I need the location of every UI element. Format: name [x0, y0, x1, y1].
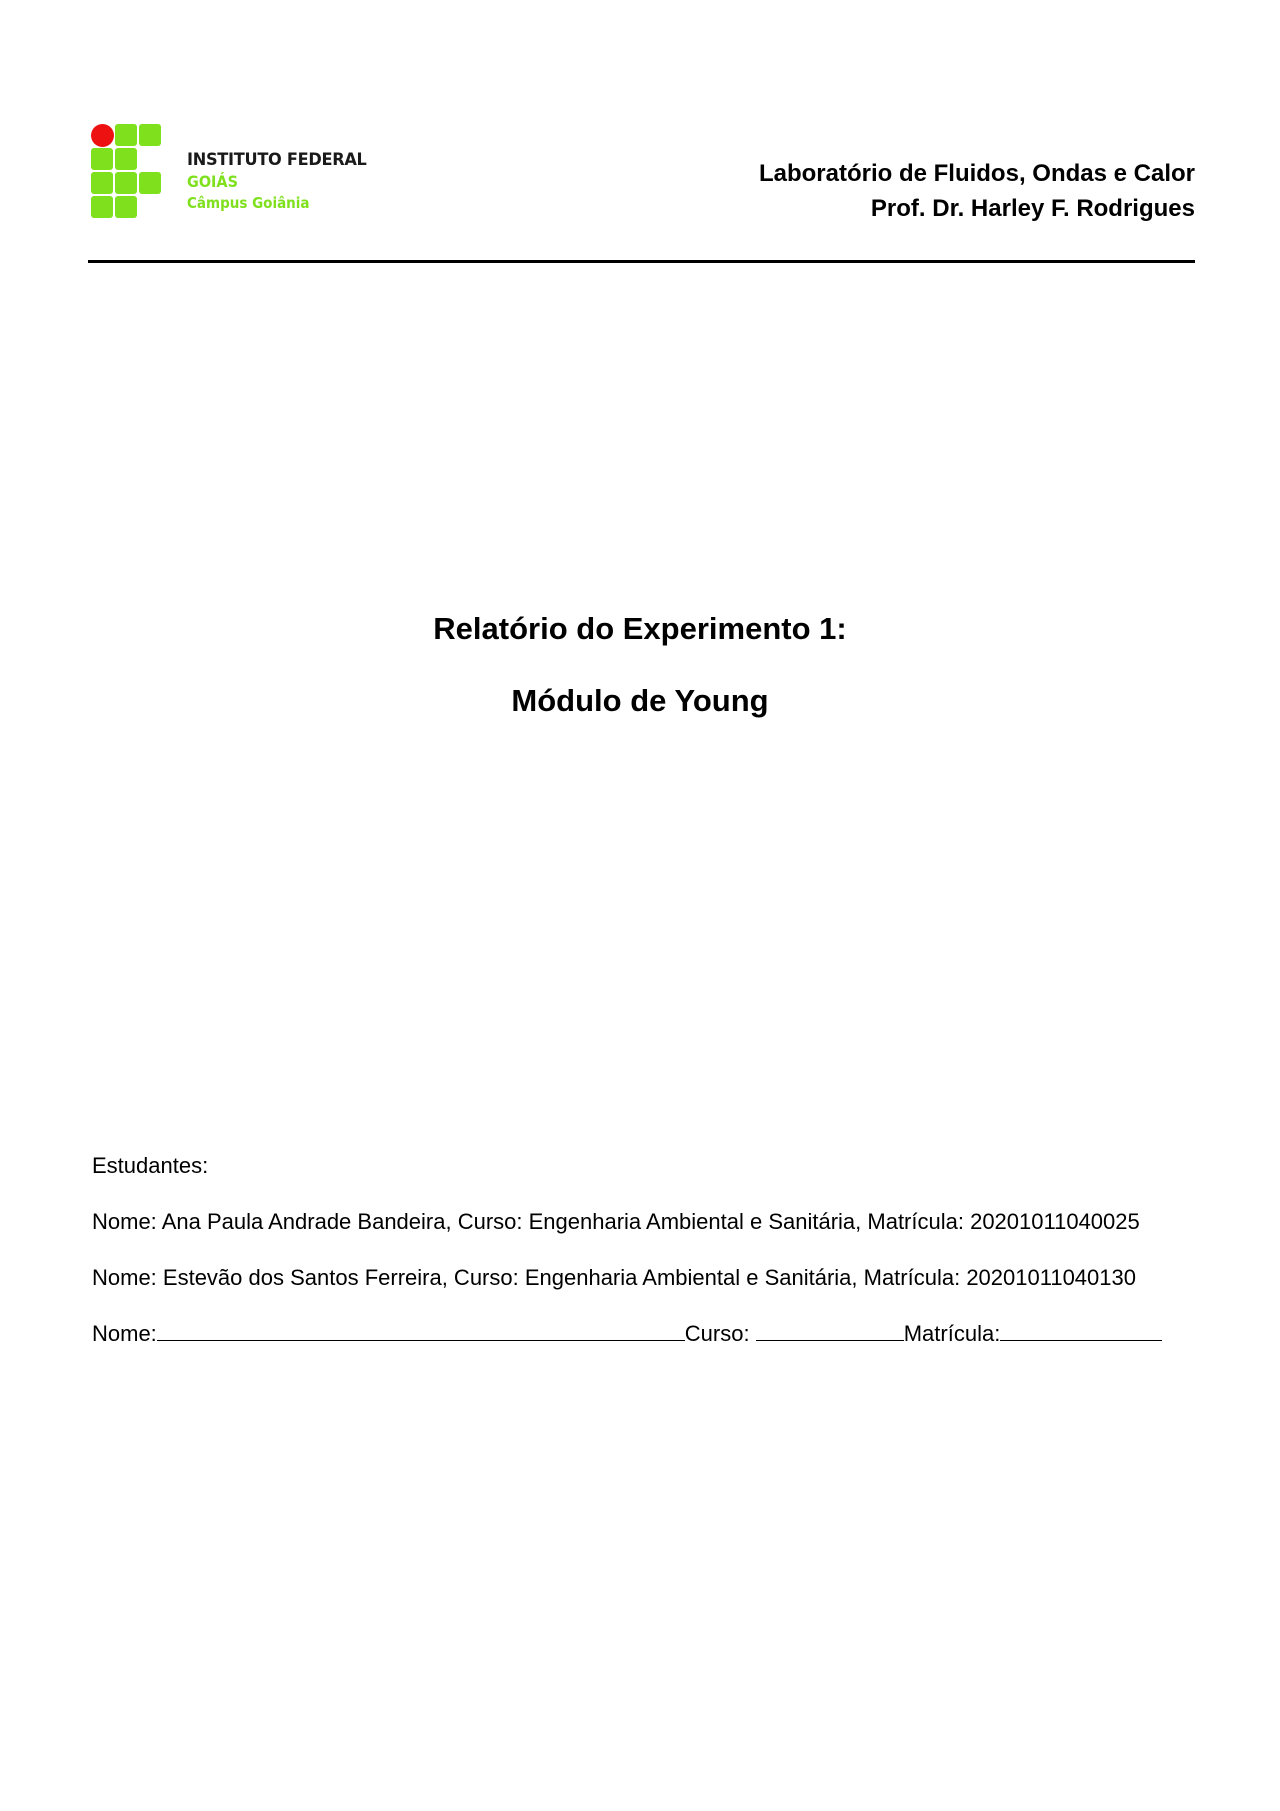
student-entry: Nome: Estevão dos Santos Ferreira, Curso: Engenharia Ambiental e Sanitária, Matrícula: 20201011040130: [92, 1265, 1136, 1290]
blank-course-field[interactable]: [756, 1318, 904, 1341]
blank-registration-field[interactable]: [1000, 1318, 1162, 1341]
logo-square: [91, 172, 113, 194]
students-section: [92, 1150, 1192, 1349]
header-info: [759, 156, 1195, 226]
blank-name-field[interactable]: [157, 1318, 685, 1341]
logo-state: GOIÁS: [187, 172, 238, 191]
logo-square: [91, 148, 113, 170]
logo-campus: Câmpus Goiânia: [187, 194, 310, 212]
report-title: Relatório do Experimento 1:: [433, 611, 847, 646]
institution-logo: [91, 124, 391, 224]
logo-red-dot-icon: [91, 124, 114, 147]
report-subtitle: Módulo de Young: [511, 683, 769, 718]
logo-square: [115, 196, 137, 218]
blank-course-label: Curso:: [684, 1321, 750, 1346]
logo-square: [115, 148, 137, 170]
logo-square: [139, 124, 161, 146]
logo-square: [115, 124, 137, 146]
logo-grid-icon: [91, 124, 163, 222]
logo-text: [187, 152, 376, 211]
logo-institution: INSTITUTO FEDERAL: [187, 150, 367, 170]
students-label: Estudantes:: [92, 1153, 209, 1178]
header-divider: [88, 260, 1195, 263]
professor-name: Prof. Dr. Harley F. Rodrigues: [870, 195, 1195, 222]
blank-name-label: Nome:: [92, 1321, 157, 1346]
student-entry: Nome: Ana Paula Andrade Bandeira, Curso: Engenharia Ambiental e Sanitária, Matrícula: 20201011040025: [92, 1209, 1140, 1234]
blank-registration-label: Matrícula:: [903, 1321, 1001, 1346]
lab-name: Laboratório de Fluidos, Ondas e Calor: [758, 160, 1195, 187]
logo-square: [91, 196, 113, 218]
logo-square: [115, 172, 137, 194]
logo-square: [139, 172, 161, 194]
blank-student-form: [92, 1318, 1192, 1349]
